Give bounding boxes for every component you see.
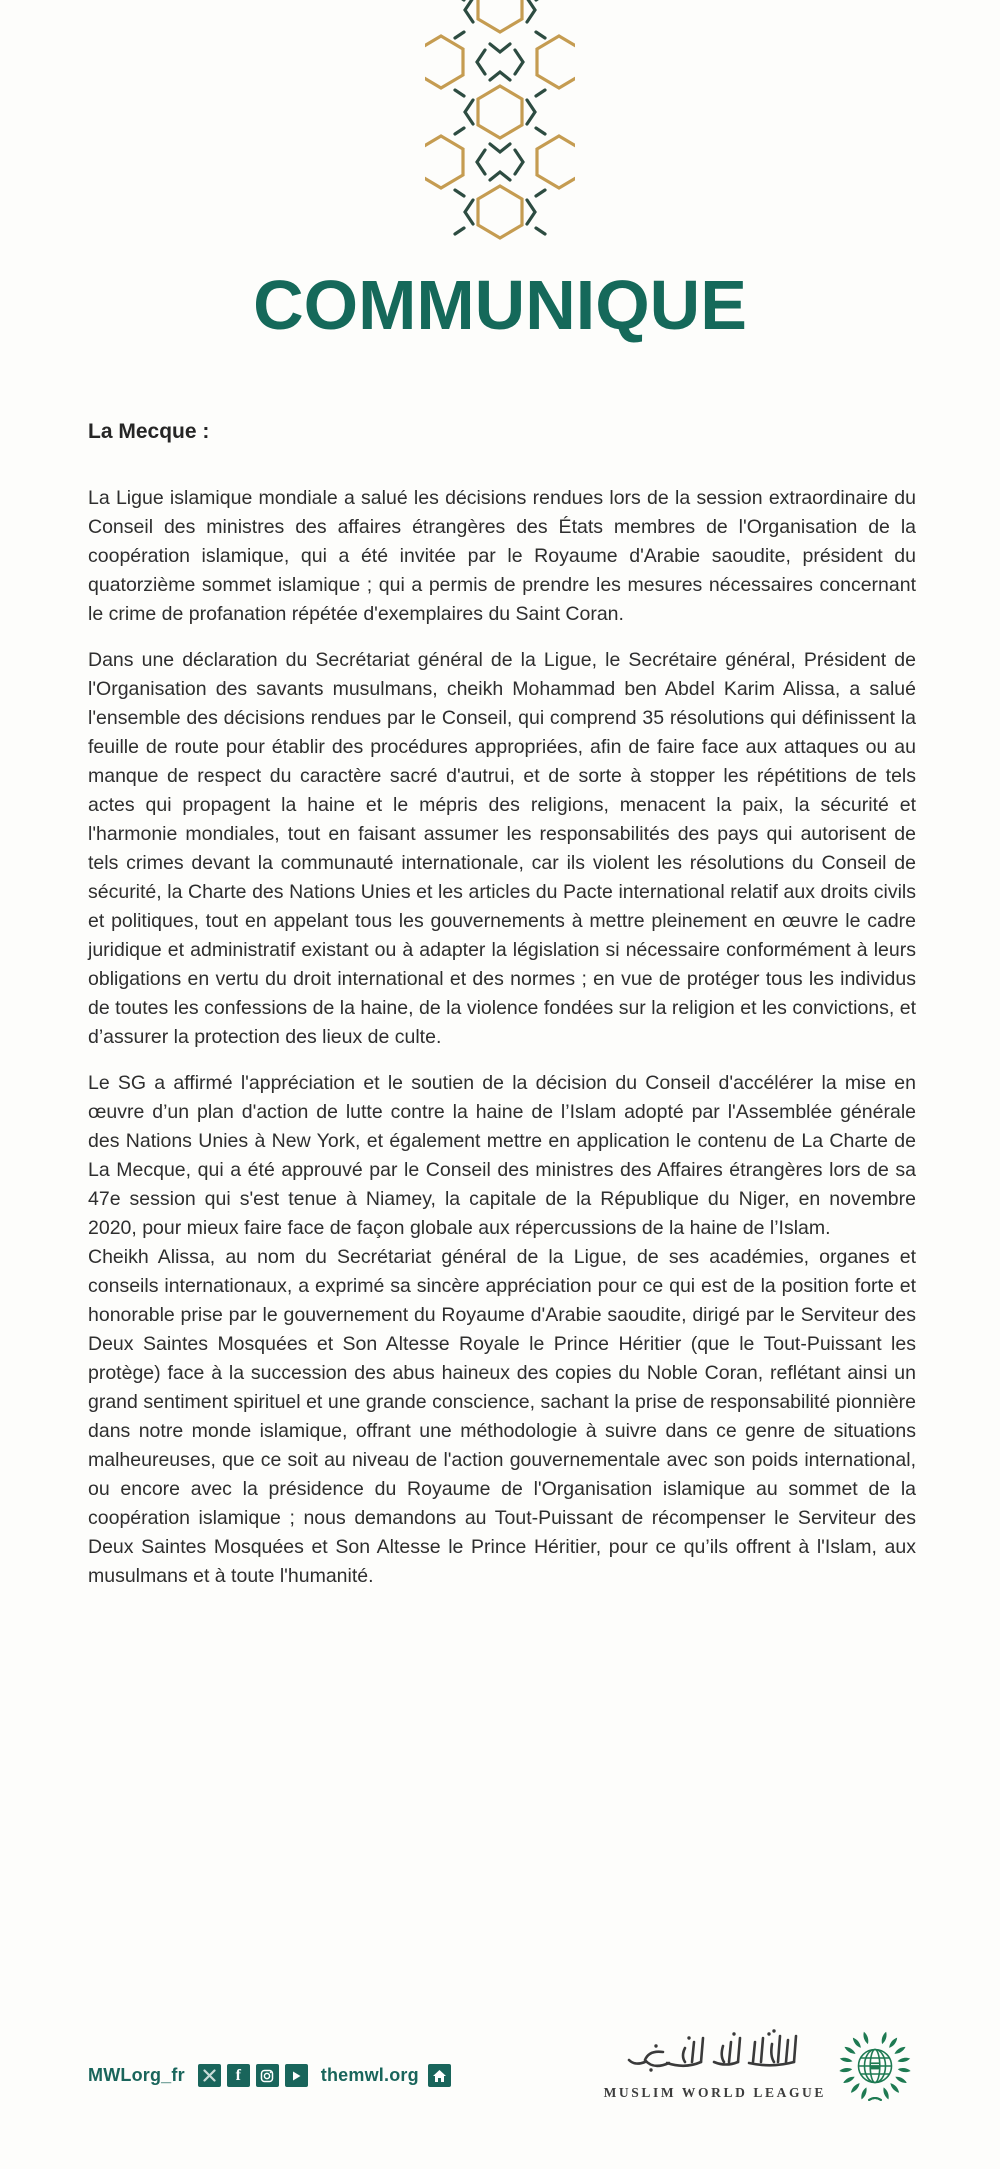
mwl-logo-names xyxy=(604,2026,826,2101)
home-icon[interactable] xyxy=(428,2064,451,2087)
communique-body xyxy=(88,420,916,1591)
footer-social-bar xyxy=(88,2064,451,2087)
paragraph-4: Cheikh Alissa, au nom du Secrétariat général de la Ligue, de ses académies, organes et conseils internationaux, a exprimé sa sincère appréciation pour ce qui est de la position forte et honorable prise par le gouvernement du Royaume d'Arabie saoudite, dirigé par le Serviteur des Deux Saintes Mosquées et Son Altesse Royale le Prince Héritier (que le Tout-Puissant les protège) face à la succession des abus haineux des copies du Noble Coran, reflétant ainsi un grand sentiment spirituel et une grande conscience, sachant la prise de responsabilité pionnière dans notre monde islamique, offrant une méthodologie à suivre dans ce genre de situations malheureuses, que ce soit au niveau de l'action gouvernementale avec son poids international, ou encore avec la présidence du Royaume de l'Organisation islamique au sommet de la coopération islamique ; nous demandons au Tout-Puissant de récompenser le Serviteur des Deux Saintes Mosquées et Son Altesse le Prince Héritier, pour ce qu’ils offrent à l'Islam, aux musulmans et à toute l'humanité. xyxy=(88,1246,916,1587)
social-icons xyxy=(198,2064,308,2087)
mwl-arabic-calligraphy xyxy=(623,2026,807,2081)
website-url[interactable]: themwl.org xyxy=(320,2065,419,2085)
mwl-logo xyxy=(604,2026,914,2111)
mwl-latin-name: MUSLIM WORLD LEAGUE xyxy=(603,2085,826,2100)
arabic-calligraphy-art xyxy=(623,2026,807,2076)
facebook-icon[interactable]: f xyxy=(227,2064,250,2087)
instagram-icon[interactable] xyxy=(256,2064,279,2087)
paragraph-3: Le SG a affirmé l'appréciation et le soutien de la décision du Conseil d'accélérer la mise en œuvre d’un plan d'action de lutte contre la haine de l’Islam adopté par l'Assemblée générale des Nations Unies à New York, et également mettre en application le contenu de La Charte de La Mecque, qui a été approuvé par le Conseil des ministres des Affaires étrangères lors de sa 47e session qui s'est tenue à Niamey, la capitale de la République du Niger, en novembre 2020, pour mieux faire face de façon globale aux répercussions de la haine de l’Islam. xyxy=(88,1072,916,1239)
x-twitter-icon[interactable] xyxy=(198,2064,221,2087)
paragraph-2: Dans une déclaration du Secrétariat général de la Ligue, le Secrétaire général, Président de l'Organisation des savants musulmans, cheikh Mohammad ben Abdel Karim Alissa, a salué l'ensemble des décisions rendues par le Conseil, qui comprend 35 résolutions qui définissent la feuille de route pour établir des procédures appropriées, afin de faire face aux attaques ou au manque de respect du caractère sacré d'autrui, et de sorte à stopper les répétitions de tels actes qui propagent la haine et le mépris des religions, menacent la paix, la sécurité et l'harmonie mondiales, tout en faisant assumer les responsabilités des pays qui autorisent de tels crimes devant la communauté internationale, car ils violent les résolutions du Conseil de sécurité, la Charte des Nations Unies et les articles du Pacte international relatif aux droits civils et politiques, tout en appelant tous les gouvernements à mettre pleinement en œuvre le cadre juridique et administratif existant ou à adapter la législation si nécessaire conformément à leurs obligations en vertu du droit international et des normes ; en vue de protéger tous les individus de toutes les confessions de la haine, de la violence fondées sur la religion et les convictions, et d’assurer la protection des lieux de culte. xyxy=(88,649,916,1048)
islamic-pattern-svg xyxy=(425,0,575,250)
page-title: COMMUNIQUE xyxy=(253,266,747,344)
social-handle[interactable]: MWLorg_fr xyxy=(88,2065,185,2085)
paragraph-1: La Ligue islamique mondiale a salué les décisions rendues lors de la session extraordinaire du Conseil des ministres des affaires étrangères des États membres de l'Organisation de la coopération islamique, qui a été invitée par le Royaume d'Arabie saoudite, président du quatorzième sommet islamique ; qui a permis de prendre les mesures nécessaires concernant le crime de profanation répétée d'exemplaires du Saint Coran. xyxy=(88,487,916,625)
islamic-pattern-ornament xyxy=(425,0,575,250)
mwl-emblem xyxy=(836,2026,914,2111)
mwl-emblem-art xyxy=(836,2026,914,2106)
youtube-icon[interactable] xyxy=(285,2064,308,2087)
dateline: La Mecque : xyxy=(88,420,210,443)
